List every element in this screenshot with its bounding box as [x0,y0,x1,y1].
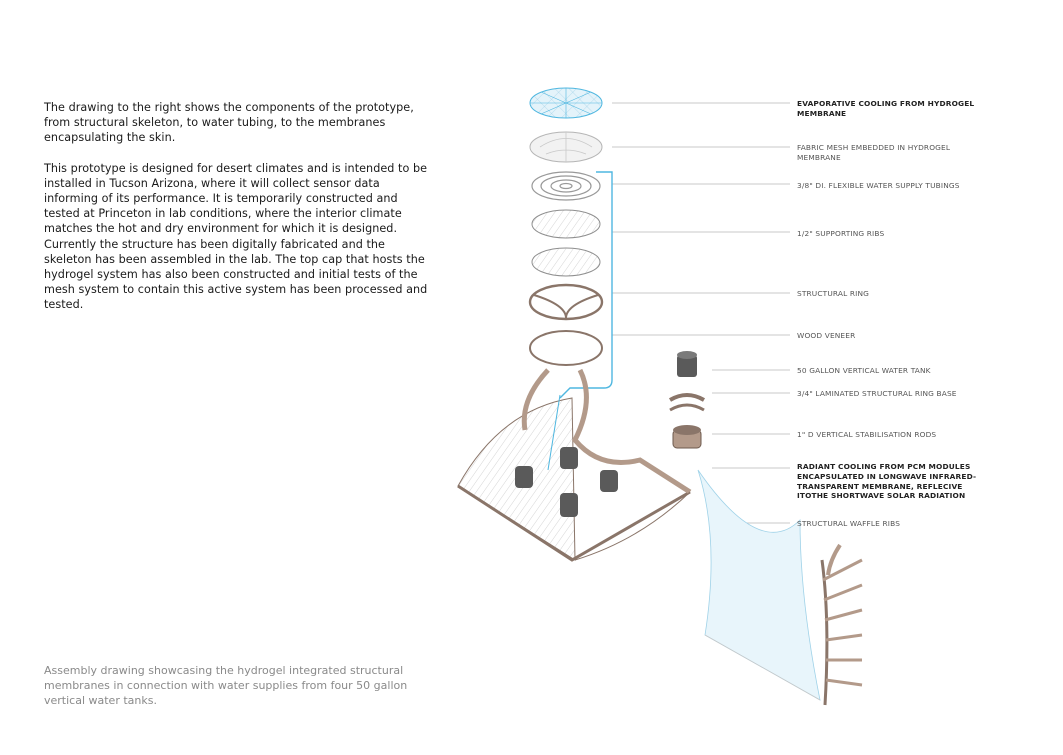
label-stabilisation-rods: 1" D VERTICAL STABILISATION RODS [797,430,937,439]
label-water-tank: 50 GALLON VERTICAL WATER TANK [797,366,931,375]
label-structural-ring: STRUCTURAL RING [797,289,870,298]
hydrogel-membrane-disc [530,88,602,118]
label-waffle-ribs: STRUCTURAL WAFFLE RIBS [797,519,901,528]
label-ring-base: 3/4" LAMINATED STRUCTURAL RING BASE [797,389,957,398]
base-assembly [458,370,690,560]
figure-caption: Assembly drawing showcasing the hydrogel integrated structural membranes in connection with water supplies from four 50 gallon vertical water tanks. [44,664,408,707]
label-water-tubings: 3/8" DI. FLEXIBLE WATER SUPPLY TUBINGS [797,181,960,190]
label-supporting-ribs: 1/2" SUPPORTING RIBS [797,229,885,238]
label-fabric-mesh: FABRIC MESH EMBEDDED IN HYDROGEL MEMBRANE [797,143,951,162]
label-evaporative-cooling: EVAPORATIVE COOLING FROM HYDROGEL MEMBRANE [797,99,975,118]
water-tank-stack [670,351,704,448]
water-tubing-coil [532,172,600,200]
supporting-ribs [532,210,600,276]
fabric-mesh-disc [530,132,602,162]
lower-membrane-assembly [698,470,862,705]
intro-paragraph-1: The drawing to the right shows the components of the prototype, from structural skeleton, to water tubing, to the membranes encapsulating the skin. [44,101,414,145]
label-wood-veneer: WOOD VENEER [797,331,856,340]
intro-paragraph-2: This prototype is designed for desert climates and is intended to be installed in Tucson Arizona, where it will collect sensor data informing of its performance. It is temporarily constructed and tested at Princeton in lab conditions, where the interior climate matches the hot and dry environment for which it is designed. Currently the structure has been digitally fabricated and the skeleton has been assembled in the lab. The top cap that hosts the hydrogel system has also been constructed and initial tests of the mesh system to contain this active system has been processed and tested. [44,161,428,312]
wood-veneer-ring [530,331,602,365]
structural-ring [530,285,602,319]
label-radiant-cooling: RADIANT COOLING FROM PCM MODULES ENCAPSULATED IN LONGWAVE INFRARED-TRANSPARENT MEMBRANE, REFLECIVE ITOTHE SHORTWAVE SOLAR RADIATION [797,462,977,501]
